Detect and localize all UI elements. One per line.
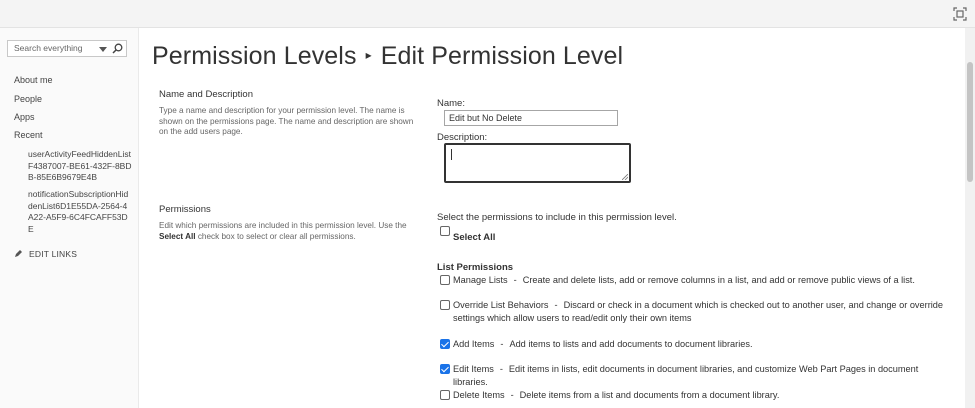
permission-name: Delete Items bbox=[453, 390, 505, 400]
permission-name: Manage Lists bbox=[453, 275, 508, 285]
resize-grip-icon[interactable] bbox=[622, 174, 628, 180]
name-label: Name: bbox=[437, 98, 465, 109]
permissions-intro: Select the permissions to include in this permission level. bbox=[437, 212, 677, 223]
nav-item-people[interactable]: People bbox=[14, 94, 43, 104]
permissions-desc-text: check box to select or clear all permissions. bbox=[195, 231, 356, 241]
text-caret bbox=[451, 149, 452, 160]
recent-item[interactable]: userActivityFeedHiddenListF4387007-BE61-432F-8BDB-85E6B9679E4B bbox=[28, 149, 132, 182]
chevron-down-icon[interactable] bbox=[99, 45, 107, 53]
permissions-section-title: Permissions bbox=[159, 204, 211, 215]
edit-links-button[interactable] bbox=[14, 249, 77, 259]
permission-desc: Discard or check in a document which is checked out to another user, and change or override settings which allow users to read/edit only their own items bbox=[453, 300, 944, 323]
select-all-checkbox[interactable] bbox=[440, 226, 450, 236]
description-label: Description: bbox=[437, 132, 488, 143]
override-list-behaviors-checkbox[interactable] bbox=[440, 300, 450, 310]
name-section-title: Name and Description bbox=[159, 89, 253, 100]
breadcrumb-current: Edit Permission Level bbox=[380, 42, 624, 70]
nav-item-recent[interactable]: Recent bbox=[14, 130, 43, 140]
breadcrumb-parent[interactable]: Permission Levels bbox=[152, 42, 357, 70]
description-textarea[interactable] bbox=[444, 143, 631, 183]
focus-mode-icon[interactable] bbox=[953, 7, 967, 21]
search-box[interactable] bbox=[7, 40, 127, 57]
permission-item: Delete Items - Delete items from a list and documents from a document library. bbox=[453, 390, 780, 400]
vertical-scrollbar[interactable] bbox=[965, 28, 975, 408]
page-title bbox=[152, 42, 623, 71]
permission-name: Add Items bbox=[453, 339, 495, 349]
name-section-description: Type a name and description for your permission level. The name is shown on the permissions page. The name and description are shown on the add users page. bbox=[159, 106, 414, 137]
nav-item-about-me[interactable]: About me bbox=[14, 75, 53, 85]
permissions-section-description bbox=[159, 221, 414, 242]
permission-desc: Edit items in lists, edit documents in document libraries, and customize Web Part Pages in document libraries. bbox=[453, 364, 919, 387]
permission-desc: Create and delete lists, add or remove columns in a list, and add or remove public views of a list. bbox=[522, 275, 915, 285]
name-input[interactable] bbox=[444, 110, 618, 126]
permissions-desc-text: Edit which permissions are included in this permission level. Use the bbox=[159, 221, 407, 230]
left-navigation bbox=[0, 28, 139, 408]
permission-item: Add Items - Add items to lists and add documents to document libraries. bbox=[453, 339, 753, 349]
delete-items-checkbox[interactable] bbox=[440, 390, 450, 400]
add-items-checkbox[interactable] bbox=[440, 339, 450, 349]
pencil-icon bbox=[14, 249, 23, 258]
permission-name: Override List Behaviors bbox=[453, 300, 549, 310]
top-bar bbox=[0, 0, 975, 28]
recent-item[interactable]: notificationSubscriptionHiddenList6D1E55DA-2564-4A22-A5F9-6C4FCAFF53DE bbox=[28, 189, 129, 234]
permission-item: Manage Lists - Create and delete lists, add or remove columns in a list, and add or remove public views of a list. bbox=[453, 275, 915, 285]
list-permissions-heading: List Permissions bbox=[437, 262, 514, 273]
search-input[interactable]: Search everything bbox=[14, 43, 83, 53]
manage-lists-checkbox[interactable] bbox=[440, 275, 450, 285]
breadcrumb-separator-icon: ▸ bbox=[365, 48, 372, 62]
edit-links-label: EDIT LINKS bbox=[29, 249, 78, 259]
permission-desc: Add items to lists and add documents to document libraries. bbox=[509, 339, 753, 349]
permissions-desc-bold: Select All bbox=[159, 231, 196, 241]
permission-item: Edit Items - Edit items in lists, edit documents in document libraries, and customize Web Part Pages in document libraries. bbox=[453, 364, 919, 387]
search-icon[interactable] bbox=[112, 43, 123, 54]
select-all-label: Select All bbox=[453, 232, 496, 243]
permission-item: Override List Behaviors - Discard or check in a document which is checked out to another user, and change or override settings which allow users to read/edit only their own items bbox=[453, 300, 944, 323]
edit-items-checkbox[interactable] bbox=[440, 364, 450, 374]
scrollbar-thumb[interactable] bbox=[967, 62, 973, 182]
permission-desc: Delete items from a list and documents from a document library. bbox=[519, 390, 780, 400]
nav-item-apps[interactable]: Apps bbox=[14, 112, 35, 122]
permission-name: Edit Items bbox=[453, 364, 494, 374]
